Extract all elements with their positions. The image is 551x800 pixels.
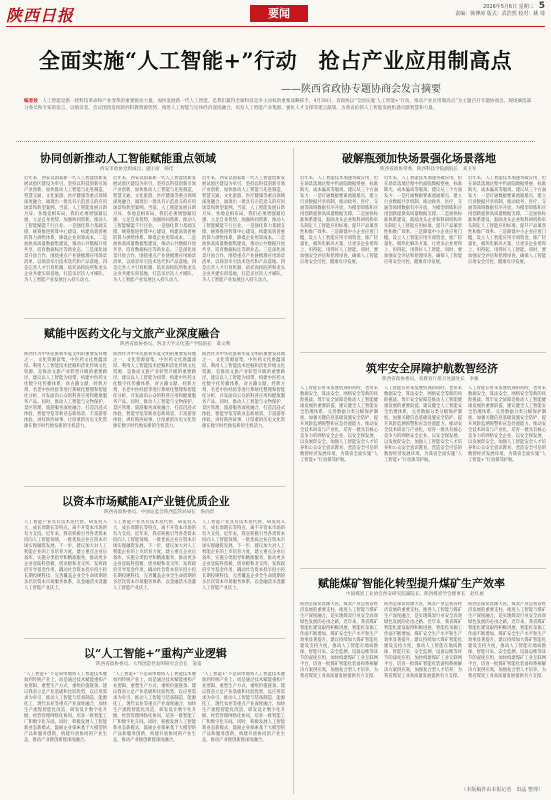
article-body: “人工智能+”不是简单地将人工智能技术叠加到传统产业上，而是通过技术赋能重构产业逻辑、重塑生产方式、重组价值链条。建议我省立足产业基础和比较优势，以应用需求为牵引，推动人工智能与装备制造、能源化工、现代农业等重点产业深度融合，加快生产流程智能化改造、研发设计数字化升级、经营管理网络化协同，培育一批智能工厂和数字化车间。同时，积极发展人工智能新业态新模式，鼓励企业探索基于大模型的产品和服务创新，构建开放协同的产业生态，推动产业链创新链深度融合。 <box>113 672 196 743</box>
article-title: 以资本市场赋能AI产业链优质企业 <box>62 495 230 508</box>
article-body: 人工智能产业具有技术迭代快、研发投入大、成长周期长等特点，离不开资本市场的有力支持。近年来，我省积极引导各类资本投向人工智能领域，一批优质企业在资本市场实现融资发展。下一步，建议加大对人工智能企业的上市培育力度，建立重点企业后备库，实施分类指导和精准服务，推动更多企业登陆科创板、创业板和北交所。发挥政府引导基金作用，撬动社会资本投早投小投长期投硬科技，完善覆盖企业全生命周期的多层次资本市场服务体系，以金融活水浇灌人工智能产业沃土。 <box>202 520 285 591</box>
masthead <box>0 0 551 36</box>
article-title: 筑牢安全屏障护航数智经济 <box>366 362 498 375</box>
article-body: 近年来，人工智能技术加速突破应用，但在场景落地过程中仍面临数据壁垒、标准缺失、成本偏高等瓶颈。建议从三个方面发力：一是打通数据要素流通堵点，建立行业数据共享机制，推动政务、医疗、交通等领域数据有序开放，为模型训练和应用创新提供高质量数据支撑。二是加快标准体系建设，鼓励龙头企业和科研机构牵头制定人工智能应用标准，提升产品兼容性和推广效率。三是降低中小企业应用门槛，设立人工智能应用专项资金，推广轻量化、模块化解决方案，让更多企业用得上、用得起、用得好人工智能。同时，要加强安全评估和伦理审查，确保人工智能应用安全可控、健康有序发展。 <box>384 176 462 265</box>
article-divider <box>300 568 546 569</box>
article-byline: 陕西省政协委员、大邦创造性发明研究会会长 姜雷 <box>96 662 202 667</box>
article-title: 协同创新推动人工智能赋能重点领域 <box>40 152 216 165</box>
section-divider <box>16 141 535 142</box>
article-body: 近年来，人工智能技术加速突破应用，但在场景落地过程中仍面临数据壁垒、标准缺失、成本偏高等瓶颈。建议从三个方面发力：一是打通数据要素流通堵点，建立行业数据共享机制，推动政务、医疗、交通等领域数据有序开放，为模型训练和应用创新提供高质量数据支撑。二是加快标准体系建设，鼓励龙头企业和科研机构牵头制定人工智能应用标准，提升产品兼容性和推广效率。三是降低中小企业应用门槛，设立人工智能应用专项资金，推广轻量化、模块化解决方案，让更多企业用得上、用得起、用得好人工智能。同时，要加强安全评估和伦理审查，确保人工智能应用安全可控、健康有序发展。 <box>468 176 546 265</box>
article-body: “人工智能+”不是简单地将人工智能技术叠加到传统产业上，而是通过技术赋能重构产业逻辑、重塑生产方式、重组价值链条。建议我省立足产业基础和比较优势，以应用需求为牵引，推动人工智能与装备制造、能源化工、现代农业等重点产业深度融合，加快生产流程智能化改造、研发设计数字化升级、经营管理网络化协同，培育一批智能工厂和数字化车间。同时，积极发展人工智能新业态新模式，鼓励企业探索基于大模型的产品和服务创新，构建开放协同的产业生态，推动产业链创新链深度融合。 <box>24 672 107 743</box>
article-body: 陕西是煤炭资源大省，煤炭产业是我省经济发展的重要支柱。推进人工智能与煤矿生产深度融合，是实现煤炭行业安全高效绿色发展的必由之路。近年来，我省煤矿智能化建设取得积极进展，智能化采掘工作面不断增加，煤矿安全生产水平和生产效率显著提升。建议持续加大煤矿智能化建设支持力度，推动人工智能在地质勘探、智能开采、安全监测、设备运维等环节的深度应用，加快构建煤矿工业互联网平台，培育一批煤矿智能化装备和系统解决方案供应商，加强复合型人才培养，为我省煤炭工业高质量发展提供有力支撑。 <box>384 602 462 679</box>
editor-note-text: 人工智能是新一轮科技革命和产业变革的重要驱动力量。加快发展新一代人工智能，是我们赢得全球科技竞争主动权的重要战略抓手。4月30日，省政协以“全面实施‘人工智能+’行动，推动产业应用制高点”为主题召开专题协商会。现场摘选部分委员和专家的发言，以飨读者。会议围绕发挥陕西科教资源优势、推进人工智能与实体经济深度融合、培育人工智能产业集群、强化人才支撑等建言献策，为我省抢抓人工智能发展机遇贡献智慧和力量。 <box>24 99 532 111</box>
article-body: 陕西作为中华民族和华夏文明的重要发祥地之一，文化资源富集，中医药文化底蕴深厚。利用人工智能技术挖掘和活化传统文化资源，是推动文旅产业转型升级的重要路径。建议以人工智能为纽带，构建中医药文化数字化传播体系，对古籍文献、经典方剂、名老中医经验等进行系统化整理和智能化分析，开发面向公众的科普应用和健康服务产品。同时，推动人工智能与文物保护、景区管理、旅游服务深度融合，打造沉浸式体验、智能导览等新业态新场景，丰富游客体验，讲好陕西故事，让厚重的历史文化资源在数字时代焕发新的生机活力。 <box>24 352 107 429</box>
article-title: 破解瓶颈加快场景强化场景落地 <box>342 152 496 165</box>
staff-credits: 责编：韩博涛 版式：武浩然 校对：姚 琦 <box>455 11 545 17</box>
article-title: 赋能煤矿智能化转型提升煤矿生产效率 <box>318 577 505 590</box>
newspaper-logo: 陕西日报 <box>6 6 75 25</box>
article-body: 人工智能在带来发展机遇的同时，也带来数据安全、算法安全、网络安全等新的风险挑战。筑牢安全屏障是推动人工智能健康发展的重要前提。建议健全人工智能安全治理体系，完善数据分类分级保护制度，加强关键信息基础设施安全防护，提升风险监测预警和应急处置能力。推动安全技术研发与产业化，培育一批具有核心竞争力的网络安全企业，以安全保发展、以发展促安全。加强人工智能安全人才培养和公众安全意识教育，营造安全可信的数智经济发展环境，为我省全面实施“人工智能+”行动保驾护航。 <box>468 386 546 463</box>
article-byline: 陕西省政协常委、陕西科技学院副院长 刘卫军 <box>380 167 477 172</box>
article-body: 人工智能在带来发展机遇的同时，也带来数据安全、算法安全、网络安全等新的风险挑战。筑牢安全屏障是推动人工智能健康发展的重要前提。建议健全人工智能安全治理体系，完善数据分类分级保护制度，加强关键信息基础设施安全防护，提升风险监测预警和应急处置能力。推动安全技术研发与产业化，培育一批具有核心竞争力的网络安全企业，以安全保发展、以发展促安全。加强人工智能安全人才培养和公众安全意识教育，营造安全可信的数智经济发展环境，为我省全面实施“人工智能+”行动保驾护航。 <box>384 386 462 463</box>
article-byline: 陕西省政协委员、省教育厅保卫处副处长 李强 <box>382 377 479 382</box>
page-subheadline: ——陕西省政协专题协商会发言摘要 <box>281 84 441 95</box>
editor-note <box>24 98 533 138</box>
article-body: 近年来，西安以国家新一代人工智能创新发展试验区建设为牵引，坚持以科技创新引领产业创新，加快推动人工智能与先进制造、智慧交通、文化旅游、医疗健康等重点领域深度融合，涌现出一批具有示范意义的应用场景和典型案例。当前，人工智能发展日新月异，各地竞相布局，我们必须增强紧迫感，立足自身优势，加强协同创新，推动人工智能赋能千行百业。一是强化算力基础支撑，统筹推进智算中心建设，构建高效普惠的算力供给体系，降低企业用算成本。二是加快高质量数据集建设，推动公共数据开放共享，培育数据标注等新业态。三是深化场景开放合作，围绕重点产业链梳理应用场景清单，以场景牵引技术迭代和产品落地。四是完善人才引育机制，依托高校院所和龙头企业共建实训基地，打造多层次人才梯队，为人工智能产业发展注入持久动力。 <box>24 176 107 283</box>
article-body: 陕西作为中华民族和华夏文明的重要发祥地之一，文化资源富集，中医药文化底蕴深厚。利用人工智能技术挖掘和活化传统文化资源，是推动文旅产业转型升级的重要路径。建议以人工智能为纽带，构建中医药文化数字化传播体系，对古籍文献、经典方剂、名老中医经验等进行系统化整理和智能化分析，开发面向公众的科普应用和健康服务产品。同时，推动人工智能与文物保护、景区管理、旅游服务深度融合，打造沉浸式体验、智能导览等新业态新场景，丰富游客体验，讲好陕西故事，让厚重的历史文化资源在数字时代焕发新的生机活力。 <box>202 352 285 429</box>
article-byline: 陕西省政协委员、中国证监会陕西监管局局长 鲁尚贵 <box>104 510 215 515</box>
article-divider <box>24 486 286 487</box>
page-headline: 全面实施“人工智能+”行动 抢占产业应用制高点 <box>38 48 513 73</box>
section-tag: 要闻 <box>250 5 308 22</box>
article-body: 陕西是煤炭资源大省，煤炭产业是我省经济发展的重要支柱。推进人工智能与煤矿生产深度融合，是实现煤炭行业安全高效绿色发展的必由之路。近年来，我省煤矿智能化建设取得积极进展，智能化采掘工作面不断增加，煤矿安全生产水平和生产效率显著提升。建议持续加大煤矿智能化建设支持力度，推动人工智能在地质勘探、智能开采、安全监测、设备运维等环节的深度应用，加快构建煤矿工业互联网平台，培育一批煤矿智能化装备和系统解决方案供应商，加强复合型人才培养，为我省煤炭工业高质量发展提供有力支撑。 <box>300 602 378 679</box>
article-byline: 中国煤炭工业协会西安研究院副院长、陕西煤炭学会理事长 赵红旗 <box>346 592 484 597</box>
masthead-rule <box>6 26 545 27</box>
article-byline: 陕西省政协委员、西北大学文化遗产学院院长 葛文利 <box>120 342 231 347</box>
article-divider <box>24 318 286 319</box>
article-body: 人工智能产业具有技术迭代快、研发投入大、成长周期长等特点，离不开资本市场的有力支持。近年来，我省积极引导各类资本投向人工智能领域，一批优质企业在资本市场实现融资发展。下一步，建议加大对人工智能企业的上市培育力度，建立重点企业后备库，实施分类指导和精准服务，推动更多企业登陆科创板、创业板和北交所。发挥政府引导基金作用，撬动社会资本投早投小投长期投硬科技，完善覆盖企业全生命周期的多层次资本市场服务体系，以金融活水浇灌人工智能产业沃土。 <box>24 520 107 591</box>
article-body: 人工智能产业具有技术迭代快、研发投入大、成长周期长等特点，离不开资本市场的有力支持。近年来，我省积极引导各类资本投向人工智能领域，一批优质企业在资本市场实现融资发展。下一步，建议加大对人工智能企业的上市培育力度，建立重点企业后备库，实施分类指导和精准服务，推动更多企业登陆科创板、创业板和北交所。发挥政府引导基金作用，撬动社会资本投早投小投长期投硬科技，完善覆盖企业全生命周期的多层次资本市场服务体系，以金融活水浇灌人工智能产业沃土。 <box>113 520 196 591</box>
article-divider <box>24 638 286 639</box>
column-divider <box>293 148 294 794</box>
edition-number: 5 <box>538 1 545 11</box>
page-footer-note: （本版稿件由本报记者 田晶 整理） <box>461 787 543 793</box>
issue-date: 2026年5月6日 星期三 5 <box>483 1 545 11</box>
article-body: “人工智能+”不是简单地将人工智能技术叠加到传统产业上，而是通过技术赋能重构产业逻辑、重塑生产方式、重组价值链条。建议我省立足产业基础和比较优势，以应用需求为牵引，推动人工智能与装备制造、能源化工、现代农业等重点产业深度融合，加快生产流程智能化改造、研发设计数字化升级、经营管理网络化协同，培育一批智能工厂和数字化车间。同时，积极发展人工智能新业态新模式，鼓励企业探索基于大模型的产品和服务创新，构建开放协同的产业生态，推动产业链创新链深度融合。 <box>202 672 285 743</box>
article-body: 近年来，西安以国家新一代人工智能创新发展试验区建设为牵引，坚持以科技创新引领产业创新，加快推动人工智能与先进制造、智慧交通、文化旅游、医疗健康等重点领域深度融合，涌现出一批具有示范意义的应用场景和典型案例。当前，人工智能发展日新月异，各地竞相布局，我们必须增强紧迫感，立足自身优势，加强协同创新，推动人工智能赋能千行百业。一是强化算力基础支撑，统筹推进智算中心建设，构建高效普惠的算力供给体系，降低企业用算成本。二是加快高质量数据集建设，推动公共数据开放共享，培育数据标注等新业态。三是深化场景开放合作，围绕重点产业链梳理应用场景清单，以场景牵引技术迭代和产品落地。四是完善人才引育机制，依托高校院所和龙头企业共建实训基地，打造多层次人才梯队，为人工智能产业发展注入持久动力。 <box>113 176 196 283</box>
article-body: 人工智能在带来发展机遇的同时，也带来数据安全、算法安全、网络安全等新的风险挑战。筑牢安全屏障是推动人工智能健康发展的重要前提。建议健全人工智能安全治理体系，完善数据分类分级保护制度，加强关键信息基础设施安全防护，提升风险监测预警和应急处置能力。推动安全技术研发与产业化，培育一批具有核心竞争力的网络安全企业，以安全保发展、以发展促安全。加强人工智能安全人才培养和公众安全意识教育，营造安全可信的数智经济发展环境，为我省全面实施“人工智能+”行动保驾护航。 <box>300 386 378 463</box>
issue-info <box>455 3 545 18</box>
article-byline: 西安市政协党组成员、副主席 韩佳 <box>100 167 174 172</box>
article-body: 近年来，人工智能技术加速突破应用，但在场景落地过程中仍面临数据壁垒、标准缺失、成本偏高等瓶颈。建议从三个方面发力：一是打通数据要素流通堵点，建立行业数据共享机制，推动政务、医疗、交通等领域数据有序开放，为模型训练和应用创新提供高质量数据支撑。二是加快标准体系建设，鼓励龙头企业和科研机构牵头制定人工智能应用标准，提升产品兼容性和推广效率。三是降低中小企业应用门槛，设立人工智能应用专项资金，推广轻量化、模块化解决方案，让更多企业用得上、用得起、用得好人工智能。同时，要加强安全评估和伦理审查，确保人工智能应用安全可控、健康有序发展。 <box>300 176 378 265</box>
editor-note-mark: 编者按 <box>24 99 38 104</box>
article-title: 以“人工智能+”重构产业逻辑 <box>84 647 227 660</box>
article-divider <box>300 352 546 353</box>
article-body: 陕西是煤炭资源大省，煤炭产业是我省经济发展的重要支柱。推进人工智能与煤矿生产深度融合，是实现煤炭行业安全高效绿色发展的必由之路。近年来，我省煤矿智能化建设取得积极进展，智能化采掘工作面不断增加，煤矿安全生产水平和生产效率显著提升。建议持续加大煤矿智能化建设支持力度，推动人工智能在地质勘探、智能开采、安全监测、设备运维等环节的深度应用，加快构建煤矿工业互联网平台，培育一批煤矿智能化装备和系统解决方案供应商，加强复合型人才培养，为我省煤炭工业高质量发展提供有力支撑。 <box>468 602 546 679</box>
article-body: 陕西作为中华民族和华夏文明的重要发祥地之一，文化资源富集，中医药文化底蕴深厚。利用人工智能技术挖掘和活化传统文化资源，是推动文旅产业转型升级的重要路径。建议以人工智能为纽带，构建中医药文化数字化传播体系，对古籍文献、经典方剂、名老中医经验等进行系统化整理和智能化分析，开发面向公众的科普应用和健康服务产品。同时，推动人工智能与文物保护、景区管理、旅游服务深度融合，打造沉浸式体验、智能导览等新业态新场景，丰富游客体验，讲好陕西故事，让厚重的历史文化资源在数字时代焕发新的生机活力。 <box>113 352 196 429</box>
article-title: 赋能中医药文化与文旅产业深度融合 <box>44 327 220 340</box>
article-body: 近年来，西安以国家新一代人工智能创新发展试验区建设为牵引，坚持以科技创新引领产业创新，加快推动人工智能与先进制造、智慧交通、文化旅游、医疗健康等重点领域深度融合，涌现出一批具有示范意义的应用场景和典型案例。当前，人工智能发展日新月异，各地竞相布局，我们必须增强紧迫感，立足自身优势，加强协同创新，推动人工智能赋能千行百业。一是强化算力基础支撑，统筹推进智算中心建设，构建高效普惠的算力供给体系，降低企业用算成本。二是加快高质量数据集建设，推动公共数据开放共享，培育数据标注等新业态。三是深化场景开放合作，围绕重点产业链梳理应用场景清单，以场景牵引技术迭代和产品落地。四是完善人才引育机制，依托高校院所和龙头企业共建实训基地，打造多层次人才梯队，为人工智能产业发展注入持久动力。 <box>202 176 285 283</box>
